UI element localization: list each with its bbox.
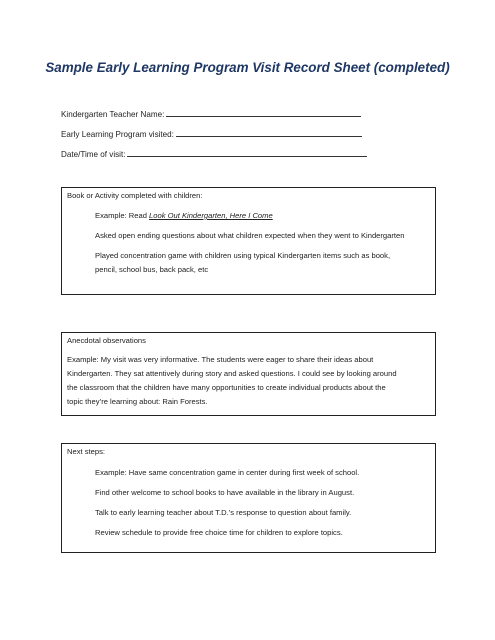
next-steps-heading: Next steps: [67,447,105,456]
anecdotal-box [61,332,436,416]
book-item-game-line2: pencil, school bus, back pack, etc [95,265,209,274]
program-visited-label: Early Learning Program visited: [61,130,174,139]
next-step-item4: Review schedule to provide free choice time for children to explore topics. [95,528,343,537]
anecdotal-line2: Kindergarten. They sat attentively during story and asked questions. I could see by looking around [67,369,397,378]
book-title: Look Out Kindergarten, Here I Come [149,211,273,220]
book-activity-heading: Book or Activity completed with children: [67,191,203,200]
book-item-questions: Asked open ending questions about what children expected when they went to Kindergarten [95,231,405,240]
teacher-name-label: Kindergarten Teacher Name: [61,110,165,119]
next-steps-box [61,443,436,553]
next-step-item2: Find other welcome to school books to have available in the library in August. [95,488,355,497]
book-item-game-line1: Played concentration game with children using typical Kindergarten items such as book, [95,251,391,260]
anecdotal-line3: the classroom that the children have many opportunities to create individual products about the [67,383,386,392]
book-example-line [95,209,273,223]
anecdotal-line4: topic they’re learning about: Rain Forests. [67,397,208,406]
next-step-item1: Example: Have same concentration game in center during first week of school. [95,468,360,477]
anecdotal-heading: Anecdotal observations [67,336,146,345]
date-time-blank[interactable] [127,148,367,157]
program-visited-blank[interactable] [176,128,362,137]
page-title: Sample Early Learning Program Visit Record Sheet (completed) [45,60,450,75]
teacher-name-blank[interactable] [166,108,361,117]
next-step-item3: Talk to early learning teacher about T.D.’s response to question about family. [95,508,352,517]
teacher-name-field [61,108,361,119]
book-example-prefix: Example: Read [95,211,150,220]
anecdotal-line1: Example: My visit was very informative. The students were eager to share their ideas about [67,355,374,364]
book-activity-box [61,187,436,295]
date-time-field [61,148,367,159]
program-visited-field [61,128,362,139]
date-time-label: Date/Time of visit: [61,150,126,159]
